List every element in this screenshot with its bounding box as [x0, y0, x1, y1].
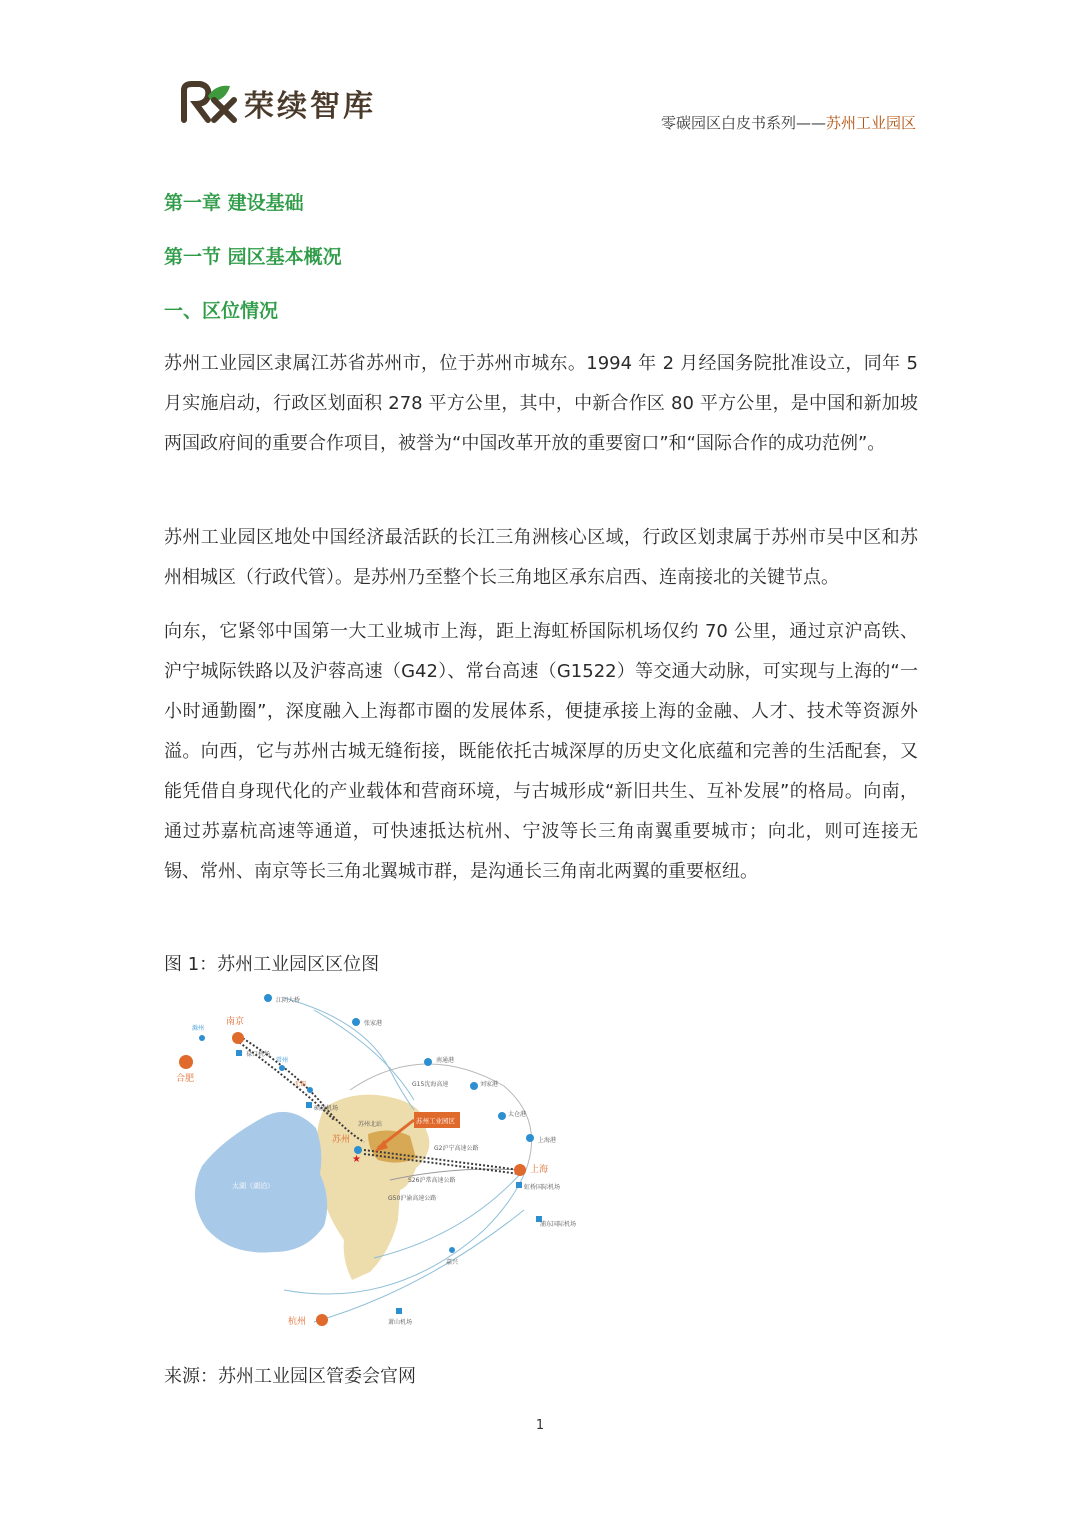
- chuzhou-dot: [199, 1035, 205, 1041]
- figure-caption: 图 1：苏州工业园区区位图: [164, 954, 380, 975]
- g15-label: G15沈海高速: [412, 1081, 449, 1088]
- jiaxing-dot: [449, 1247, 455, 1253]
- changzhou-label: 常州: [276, 1057, 289, 1064]
- hefei-label: 合肥: [176, 1074, 195, 1084]
- airport-icon: [516, 1182, 522, 1188]
- star-icon: ★: [352, 1154, 361, 1165]
- nanjing-dot: [232, 1032, 244, 1044]
- shanghai-dot: [514, 1164, 526, 1176]
- sip-label: 苏州工业园区: [416, 1117, 455, 1125]
- hangzhou-dot: [316, 1314, 328, 1326]
- chuzhou-label: 滁州: [192, 1025, 205, 1032]
- series-highlight: 苏州工业园区: [825, 114, 916, 132]
- subsection-heading: 一、区位情况: [164, 300, 279, 322]
- port-icon: [424, 1058, 432, 1066]
- suzhou-north-label: 苏州北站: [358, 1121, 383, 1128]
- nanjing-label: 南京: [226, 1017, 245, 1027]
- airport-icon: [236, 1050, 242, 1056]
- shuofang-label: 硕放机场: [314, 1105, 339, 1112]
- paragraph-2: 苏州工业园区地处中国经济最活跃的长江三角洲核心区域，行政区划隶属于苏州市吴中区和苏州相城区（行政代管）。是苏州乃至整个长三角地区承东启西、连南接北的关键节点。: [164, 527, 918, 588]
- shanghai-label: 上海: [530, 1165, 549, 1175]
- section-heading: 第一节 园区基本概况: [164, 246, 342, 268]
- port-icon: [526, 1134, 534, 1142]
- liujiagang-label: 刘家港: [480, 1081, 499, 1088]
- wuxi-dot: [307, 1087, 313, 1093]
- hangzhou-label: 杭州: [288, 1317, 307, 1327]
- brand-logo: [178, 80, 376, 126]
- g2-label: G2沪宁高速公路: [434, 1145, 479, 1152]
- changzhou-dot: [279, 1065, 285, 1071]
- series-prefix: 零碳园区白皮书系列——: [660, 114, 826, 132]
- wuxi-label: 无锡: [294, 1081, 307, 1088]
- shanghaigang-label: 上海港: [538, 1137, 557, 1144]
- figure-source: 来源：苏州工业园区管委会官网: [164, 1366, 416, 1387]
- paragraph-3: 向东，它紧邻中国第一大工业城市上海，距上海虹桥国际机场仅约 70 公里，通过京沪高铁、沪宁城际铁路以及沪蓉高速（G42）、常台高速（G1522）等交通大动脉，可实现与上海的“一小时通勤圈”，深度融入上海都市圈的发展体系，便捷承接上海的金融、人才、技术等资源外溢。向西，它与苏州古城无缝衔接，既能依托古城深厚的历史文化底蕴和完善的生活配套，又能凭借自身现代化的产业载体和营商环境，与古城形成“新旧共生、互补发展”的格局。向南，通过苏嘉杭高速等通道，可快速抵达杭州、宁波等长三角南翼重要城市；向北，则可连接无锡、常州、南京等长三角北翼城市群，是沟通长三角南北两翼的重要枢纽。: [164, 621, 918, 882]
- port-icon: [264, 994, 272, 1002]
- airport-icon: [396, 1308, 402, 1314]
- chapter-heading: 第一章 建设基础: [164, 192, 304, 214]
- page-number: 1: [535, 1418, 545, 1433]
- g50-label: G50沪渝高速公路: [388, 1195, 437, 1202]
- airport-icon: [306, 1102, 312, 1108]
- zhangjiagang-label: 张家港: [364, 1020, 383, 1027]
- taicang-label: 太仓港: [508, 1111, 527, 1118]
- suzhou-label: 苏州: [332, 1135, 351, 1145]
- hongqiao-label: 虹桥国际机场: [524, 1184, 561, 1191]
- xiaoshan-label: 萧山机场: [388, 1319, 413, 1326]
- series-title: [661, 112, 916, 133]
- suzhou-dot: [354, 1146, 362, 1154]
- location-map: [164, 990, 588, 1340]
- port-icon: [352, 1018, 360, 1026]
- port-icon: [498, 1112, 506, 1120]
- logo-leaf-icon: [178, 80, 240, 126]
- jiaxing-label: 嘉兴: [446, 1259, 459, 1266]
- lukou-label: 禄口机场: [246, 1051, 271, 1058]
- nantong-label: 南通港: [436, 1057, 455, 1064]
- port-icon: [470, 1082, 478, 1090]
- hefei-dot: [179, 1055, 193, 1069]
- s26-label: S26沪常高速公路: [408, 1177, 456, 1184]
- taihu-label: 太湖（湖泊）: [232, 1182, 274, 1190]
- jiangyin-label: 江阴大桥: [276, 997, 301, 1004]
- paragraph-1: 苏州工业园区隶属江苏省苏州市，位于苏州市城东。1994 年 2 月经国务院批准设立，同年 5 月实施启动，行政区划面积 278 平方公里，其中，中新合作区 80 平方公里，是中国和新加坡两国政府间的重要合作项目，被誉为“中国改革开放的重要窗口”和“国际合作的成功范例”。: [164, 353, 918, 454]
- logo-text: 荣续智库: [244, 89, 376, 124]
- pudong-label: 浦东国际机场: [540, 1221, 577, 1228]
